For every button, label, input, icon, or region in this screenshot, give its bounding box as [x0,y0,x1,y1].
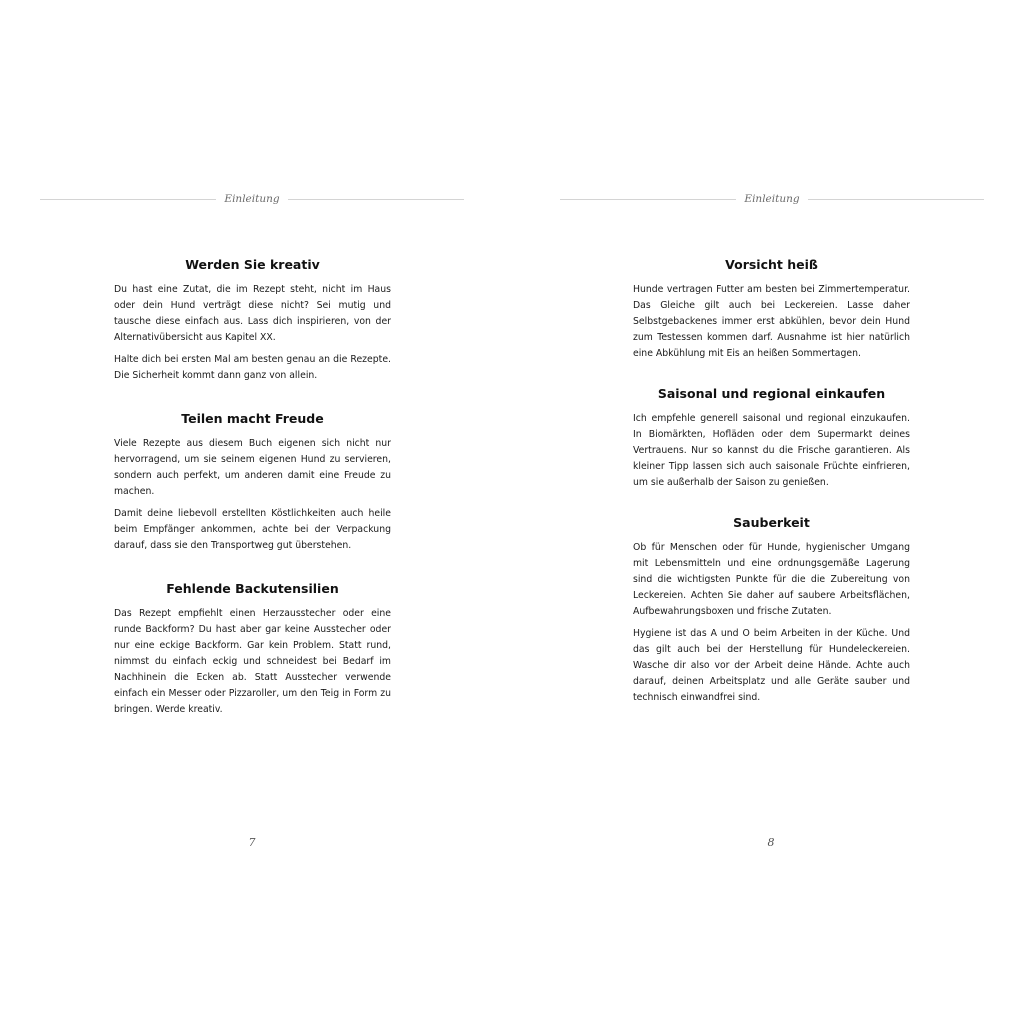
section-fehlende-backutensilien [114,580,391,718]
header-rule-left [40,199,216,200]
section-heading: Teilen macht Freude [181,411,324,426]
page-body [633,256,910,706]
section-werden-sie-kreativ [114,256,391,384]
header-rule-left [560,199,736,200]
paragraph: Hunde vertragen Futter am besten bei Zimmertemperatur. Das Gleiche gilt auch bei Leckereien. Lasse daher Selbstgebackenes immer erst abkühlen, bevor dein Hund zum Testessen kommen darf. Ausnahme ist hier natürlich eine Abkühlung mit Eis an heißen Sommertagen. [633,284,910,359]
section-vorsicht-heiss [633,256,910,362]
section-heading: Vorsicht heiß [725,257,818,272]
paragraph: Das Rezept empfiehlt einen Herzausstecher oder eine runde Backform? Du hast aber gar keine Ausstecher oder nur eine eckige Backform. Gar kein Problem. Statt rund, nimmst du einfach eckig und schneidest bei Bedarf im Nachhinein die Ecken ab. Statt Ausstecher verwende einfach ein Messer oder Pizzaroller, um den Teig in Form zu bringen. Werde kreativ. [114,608,391,715]
running-header [40,192,464,206]
paragraph: Damit deine liebevoll erstellten Köstlichkeiten auch heile beim Empfänger ankommen, achte bei der Verpackung darauf, dass sie den Transportweg gut überstehen. [114,508,391,551]
paragraph: Du hast eine Zutat, die im Rezept steht, nicht im Haus oder dein Hund verträgt diese nicht? Sei mutig und tausche diese einfach aus. Lass dich inspirieren, von der Alternativübersicht aus Kapitel XX. [114,284,391,343]
section-sauberkeit [633,514,910,706]
section-heading: Fehlende Backutensilien [166,581,339,596]
paragraph: Viele Rezepte aus diesem Buch eigenen sich nicht nur hervorragend, um sie seinem eigenen Hund zu servieren, sondern auch perfekt, um anderen damit eine Freude zu machen. [114,438,391,497]
section-heading: Saisonal und regional einkaufen [657,386,886,401]
section-heading: Werden Sie kreativ [185,257,320,272]
page-body [114,256,391,718]
section-teilen-macht-freude [114,410,391,554]
section-heading: Sauberkeit [733,515,810,530]
paragraph: Ich empfehle generell saisonal und regional einzukaufen. In Biomärkten, Hofläden oder dem Supermarkt deines Vertrauens. Nur so kannst du die Frische garantieren. Als kleiner Tipp lassen sich auch saisonale Früchte einfrieren, um sie außerhalb der Saison zu genießen. [633,413,910,488]
header-rule-right [288,199,464,200]
paragraph: Hygiene ist das A und O beim Arbeiten in der Küche. Und das gilt auch bei der Herstellung für Hundeleckereien. Wasche dir also vor der Arbeit deine Hände. Achte auch darauf, deinen Arbeitsplatz und alle Geräte sauber und technisch einwandfrei sind. [633,628,910,703]
section-saisonal-und-regional [633,385,910,491]
running-header [560,192,984,206]
page-number: 7 [248,836,256,849]
paragraph: Halte dich bei ersten Mal am besten genau an die Rezepte. Die Sicherheit kommt dann ganz von allein. [114,354,391,381]
running-header-label: Einleitung [224,193,280,205]
running-header-label: Einleitung [744,193,800,205]
paragraph: Ob für Menschen oder für Hunde, hygienischer Umgang mit Lebensmitteln und eine ordnungsgemäße Lagerung sind die wichtigsten Punkte für die die Zubereitung von Leckereien. Achten Sie daher auf saubere Arbeitsflächen, Aufbewahrungsboxen und frische Zutaten. [633,542,910,617]
right-page [512,0,1024,1024]
page-number: 8 [767,836,775,849]
header-rule-right [808,199,984,200]
